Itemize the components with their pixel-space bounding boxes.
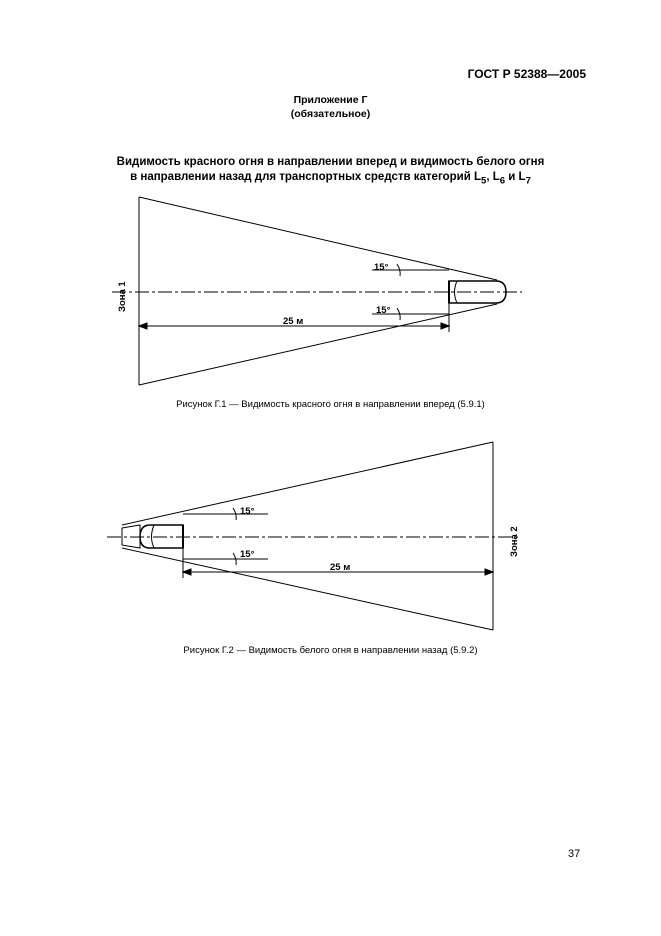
angle-label-upper: 15° <box>374 262 389 273</box>
angle-label-lower: 15° <box>376 305 391 316</box>
subscript-6: 6 <box>499 175 506 187</box>
distance-label: 25 м <box>283 316 304 327</box>
cone-lower-edge <box>122 548 493 630</box>
title-text: , L <box>486 171 500 183</box>
dimension-arrow-left <box>183 569 191 575</box>
annex-title: Приложение Г <box>293 94 368 106</box>
section-title-line1: Видимость красного огня в направлении вперед и видимость белого огня <box>116 156 545 168</box>
figure2-caption: Рисунок Г.2 — Видимость белого огня в направлении назад (5.9.2) <box>183 645 478 656</box>
annex-status: (обязательное) <box>290 108 371 120</box>
page-number: 37 <box>568 848 581 860</box>
zone1-label: Зона 1 <box>117 281 128 312</box>
angle-label-upper: 15° <box>240 506 255 517</box>
zone2-label: Зона 2 <box>509 526 520 557</box>
title-text: и L <box>505 171 526 183</box>
dimension-arrow-right <box>485 569 493 575</box>
subscript-7: 7 <box>525 175 531 187</box>
cone-upper-edge <box>122 442 493 525</box>
distance-label: 25 м <box>330 562 351 573</box>
figure1-caption: Рисунок Г.1 — Видимость красного огня в направлении вперед (5.9.1) <box>176 399 485 410</box>
title-text: в направлении назад для транспортных средств категорий L <box>130 171 481 183</box>
document-header: ГОСТ Р 52388—2005 <box>467 67 586 81</box>
angle-label-lower: 15° <box>240 549 255 560</box>
subscript-5: 5 <box>481 175 487 187</box>
